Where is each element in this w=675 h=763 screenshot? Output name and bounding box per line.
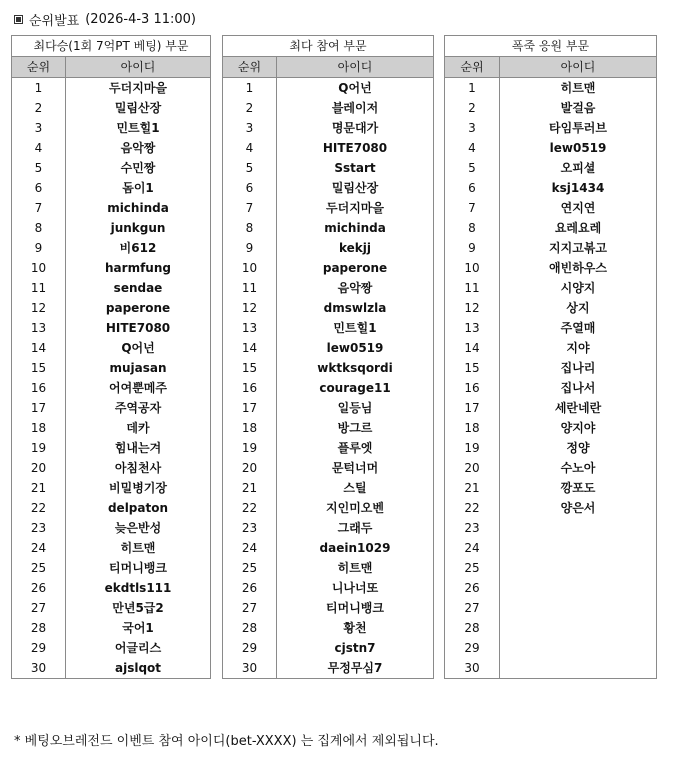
table-row [12,318,211,338]
rank-cell: 13 [223,318,277,338]
user-id-cell: 주열매 [500,318,657,338]
rank-cell: 7 [445,198,500,218]
rank-cell: 13 [12,318,66,338]
table-row [445,78,657,99]
user-id-cell: Sstart [277,158,434,178]
user-id-cell [500,618,657,638]
rank-cell: 14 [445,338,500,358]
table-row [223,338,434,358]
user-id-cell: 블레이저 [277,98,434,118]
rank-cell: 15 [445,358,500,378]
rank-cell: 6 [223,178,277,198]
table-row [12,278,211,298]
table-row [445,418,657,438]
table-row [445,638,657,658]
user-id-cell: 명문대가 [277,118,434,138]
rank-cell: 5 [223,158,277,178]
table-row [223,78,434,99]
rank-cell: 24 [445,538,500,558]
user-id-cell: 비밀병기장 [66,478,211,498]
table-row [223,438,434,458]
table-row [12,498,211,518]
user-id-cell: daein1029 [277,538,434,558]
table-row [12,478,211,498]
rank-cell: 6 [445,178,500,198]
rank-cell: 17 [445,398,500,418]
user-id-cell: 애빈하우스 [500,258,657,278]
rank-cell: 12 [445,298,500,318]
table-row [12,438,211,458]
rank-cell: 4 [445,138,500,158]
rank-cell: 29 [223,638,277,658]
rank-cell: 23 [223,518,277,538]
table-row [445,258,657,278]
table-row [445,118,657,138]
user-id-cell: 양지야 [500,418,657,438]
table-row [12,198,211,218]
user-id-cell: 주역공자 [66,398,211,418]
rank-cell: 27 [445,598,500,618]
rank-cell: 24 [12,538,66,558]
user-id-cell: ajslqot [66,658,211,679]
table-row [12,138,211,158]
user-id-cell: paperone [66,298,211,318]
user-id-cell: 지지고볶고 [500,238,657,258]
user-id-cell: delpaton [66,498,211,518]
table-row [445,438,657,458]
rank-cell: 22 [12,498,66,518]
rank-cell: 7 [223,198,277,218]
user-id-cell: courage11 [277,378,434,398]
table-row [223,638,434,658]
rank-cell: 19 [223,438,277,458]
user-id-cell: 깡포도 [500,478,657,498]
table-row [445,298,657,318]
user-id-cell: michinda [66,198,211,218]
user-id-cell: 돔이1 [66,178,211,198]
square-bullet-icon [14,15,23,24]
rank-cell: 23 [445,518,500,538]
user-id-cell: 집나서 [500,378,657,398]
rank-cell: 4 [223,138,277,158]
table-row [223,658,434,679]
table-row [445,518,657,538]
rank-cell: 26 [445,578,500,598]
rank-cell: 12 [12,298,66,318]
table-row [445,278,657,298]
table-row [12,78,211,99]
rank-cell: 27 [12,598,66,618]
rank-cell: 20 [445,458,500,478]
table-row [12,578,211,598]
rank-cell: 30 [12,658,66,679]
table-row [223,98,434,118]
table-row [445,538,657,558]
table-row [445,558,657,578]
user-id-cell: mujasan [66,358,211,378]
table-row [223,558,434,578]
user-id-cell: 어글리스 [66,638,211,658]
table-row [445,218,657,238]
table-row [445,578,657,598]
table-row [223,318,434,338]
table-row [445,598,657,618]
user-id-cell: wktksqordi [277,358,434,378]
rank-cell: 21 [445,478,500,498]
user-id-cell: 늦은반성 [66,518,211,538]
table-row [223,358,434,378]
rank-cell: 29 [12,638,66,658]
table-row [12,178,211,198]
table-row [223,218,434,238]
user-id-cell: 비612 [66,238,211,258]
ranking-table-firework-cheer [444,35,657,679]
rank-cell: 7 [12,198,66,218]
rank-cell: 20 [12,458,66,478]
rank-cell: 17 [223,398,277,418]
user-id-cell: 집나리 [500,358,657,378]
rank-cell: 3 [12,118,66,138]
rank-cell: 27 [223,598,277,618]
user-id-cell: sendae [66,278,211,298]
rank-cell: 11 [223,278,277,298]
table-row [223,298,434,318]
rank-cell: 25 [445,558,500,578]
rank-cell: 9 [445,238,500,258]
user-id-cell: 아침천사 [66,458,211,478]
user-id-cell: 문턱너머 [277,458,434,478]
table-row [12,458,211,478]
rank-cell: 18 [223,418,277,438]
user-id-cell: 음악짱 [277,278,434,298]
user-id-cell [500,578,657,598]
rank-cell: 26 [223,578,277,598]
table-row [12,158,211,178]
table-row [223,398,434,418]
user-id-cell: kekjj [277,238,434,258]
rank-cell: 28 [223,618,277,638]
rank-cell: 5 [12,158,66,178]
table-row [12,638,211,658]
rank-cell: 3 [223,118,277,138]
table-row [223,518,434,538]
user-id-cell: 수민짱 [66,158,211,178]
table-row [445,478,657,498]
user-id-cell: HITE7080 [277,138,434,158]
user-id-cell: lew0519 [277,338,434,358]
table-row [12,338,211,358]
rank-cell: 14 [12,338,66,358]
table-row [223,378,434,398]
user-id-cell [500,538,657,558]
user-id-cell: 히트맨 [500,78,657,99]
rank-cell: 15 [12,358,66,378]
rank-cell: 25 [12,558,66,578]
table-row [223,198,434,218]
user-id-cell: 지인미오벤 [277,498,434,518]
rank-cell: 9 [223,238,277,258]
rank-cell: 8 [12,218,66,238]
rank-cell: 19 [445,438,500,458]
user-id-cell: 양은서 [500,498,657,518]
rank-cell: 30 [445,658,500,679]
user-id-cell: 니나너또 [277,578,434,598]
user-id-cell: ksj1434 [500,178,657,198]
table-row [223,178,434,198]
user-id-cell: 티머니뱅크 [277,598,434,618]
table-row [12,598,211,618]
rank-cell: 16 [445,378,500,398]
rank-cell: 18 [12,418,66,438]
rank-cell: 29 [445,638,500,658]
user-id-cell: 상지 [500,298,657,318]
user-id-cell: 두더지마을 [66,78,211,99]
rank-cell: 11 [12,278,66,298]
rank-cell: 5 [445,158,500,178]
rank-cell: 24 [223,538,277,558]
rank-cell: 1 [223,78,277,99]
rank-cell: 8 [223,218,277,238]
table-row [12,258,211,278]
user-id-cell: 정양 [500,438,657,458]
table-row [12,298,211,318]
user-id-cell: 타임투러브 [500,118,657,138]
column-header-rank: 순위 [12,57,66,78]
user-id-cell: 데카 [66,418,211,438]
user-id-cell: 힘내는겨 [66,438,211,458]
rank-cell: 22 [223,498,277,518]
rank-cell: 10 [12,258,66,278]
table-row [445,398,657,418]
user-id-cell: cjstn7 [277,638,434,658]
rank-cell: 10 [223,258,277,278]
table-row [223,538,434,558]
table-row [223,158,434,178]
user-id-cell: 황천 [277,618,434,638]
rank-cell: 1 [12,78,66,99]
user-id-cell: 민트힐1 [66,118,211,138]
rank-cell: 12 [223,298,277,318]
user-id-cell: 밀림산장 [66,98,211,118]
rank-cell: 26 [12,578,66,598]
user-id-cell: paperone [277,258,434,278]
rank-cell: 13 [445,318,500,338]
user-id-cell: lew0519 [500,138,657,158]
table-row [12,618,211,638]
page-title: 순위발표 [29,13,80,29]
table-row [445,158,657,178]
user-id-cell [500,518,657,538]
rank-cell: 21 [223,478,277,498]
table-row [12,518,211,538]
rank-cell: 9 [12,238,66,258]
table-row [445,318,657,338]
table-row [223,578,434,598]
rank-cell: 16 [12,378,66,398]
table-row [223,418,434,438]
user-id-cell: 무정무심7 [277,658,434,679]
user-id-cell: 스틸 [277,478,434,498]
column-header-id: 아이디 [66,57,211,78]
table-row [223,258,434,278]
user-id-cell: 지야 [500,338,657,358]
table-row [223,138,434,158]
user-id-cell: HITE7080 [66,318,211,338]
table-row [445,238,657,258]
table-title: 최다승(1회 7억PT 베팅) 부문 [12,36,211,57]
table-row [445,498,657,518]
table-row [223,238,434,258]
user-id-cell: 밀림산장 [277,178,434,198]
table-row [445,178,657,198]
user-id-cell: michinda [277,218,434,238]
ranking-table-most-participation [222,35,434,679]
user-id-cell: dmswlzla [277,298,434,318]
user-id-cell: 민트힐1 [277,318,434,338]
user-id-cell: 티머니뱅크 [66,558,211,578]
table-row [12,118,211,138]
user-id-cell [500,658,657,679]
table-row [12,418,211,438]
user-id-cell: 어여뿐메주 [66,378,211,398]
user-id-cell: 국어1 [66,618,211,638]
user-id-cell: 두더지마을 [277,198,434,218]
user-id-cell: 플루엣 [277,438,434,458]
user-id-cell: Q어넌 [277,78,434,99]
table-row [12,658,211,679]
user-id-cell: 일등님 [277,398,434,418]
rank-cell: 16 [223,378,277,398]
column-header-rank: 순위 [445,57,500,78]
table-row [12,538,211,558]
user-id-cell: 히트맨 [277,558,434,578]
rank-cell: 15 [223,358,277,378]
rank-cell: 6 [12,178,66,198]
table-row [12,378,211,398]
footnote: * 베팅오브레전드 이벤트 참여 아이디(bet-XXXX) 는 집계에서 제외됩니다. [14,734,439,749]
table-row [12,398,211,418]
rank-cell: 3 [445,118,500,138]
user-id-cell: ekdtls111 [66,578,211,598]
rank-cell: 14 [223,338,277,358]
rank-cell: 21 [12,478,66,498]
rank-cell: 25 [223,558,277,578]
table-row [445,358,657,378]
column-header-rank: 순위 [223,57,277,78]
rank-cell: 2 [223,98,277,118]
user-id-cell: 히트맨 [66,538,211,558]
rank-cell: 2 [445,98,500,118]
user-id-cell: 세란네란 [500,398,657,418]
page-header [14,10,196,28]
user-id-cell [500,598,657,618]
table-row [445,198,657,218]
rank-cell: 1 [445,78,500,99]
user-id-cell: 요레요레 [500,218,657,238]
table-row [223,118,434,138]
table-row [12,558,211,578]
table-row [223,458,434,478]
table-row [12,98,211,118]
table-row [12,238,211,258]
rank-cell: 30 [223,658,277,679]
rank-cell: 23 [12,518,66,538]
table-row [223,478,434,498]
user-id-cell: 오피셜 [500,158,657,178]
table-title: 최다 참여 부문 [223,36,434,57]
table-row [445,618,657,638]
rank-cell: 11 [445,278,500,298]
table-row [445,458,657,478]
rank-cell: 4 [12,138,66,158]
column-header-id: 아이디 [500,57,657,78]
user-id-cell: 그래두 [277,518,434,538]
rank-cell: 20 [223,458,277,478]
rank-cell: 19 [12,438,66,458]
user-id-cell [500,558,657,578]
table-row [445,378,657,398]
user-id-cell: Q어넌 [66,338,211,358]
user-id-cell: harmfung [66,258,211,278]
rank-cell: 28 [12,618,66,638]
column-header-id: 아이디 [277,57,434,78]
table-row [12,358,211,378]
table-row [223,598,434,618]
user-id-cell: 연지연 [500,198,657,218]
table-row [445,138,657,158]
rank-cell: 2 [12,98,66,118]
user-id-cell: 수노아 [500,458,657,478]
ranking-table-most-wins [11,35,211,679]
table-row [223,278,434,298]
table-row [445,98,657,118]
user-id-cell: 방그르 [277,418,434,438]
rank-cell: 8 [445,218,500,238]
rank-cell: 17 [12,398,66,418]
table-title: 폭죽 응원 부문 [445,36,657,57]
rank-cell: 28 [445,618,500,638]
rank-cell: 10 [445,258,500,278]
table-row [445,658,657,679]
table-row [223,498,434,518]
user-id-cell: 발걸음 [500,98,657,118]
rank-cell: 18 [445,418,500,438]
table-row [223,618,434,638]
user-id-cell: junkgun [66,218,211,238]
page-date: (2026-4-3 11:00) [85,11,196,27]
table-row [445,338,657,358]
table-row [12,218,211,238]
user-id-cell: 시양지 [500,278,657,298]
user-id-cell: 음악짱 [66,138,211,158]
user-id-cell [500,638,657,658]
rank-cell: 22 [445,498,500,518]
user-id-cell: 만년5급2 [66,598,211,618]
